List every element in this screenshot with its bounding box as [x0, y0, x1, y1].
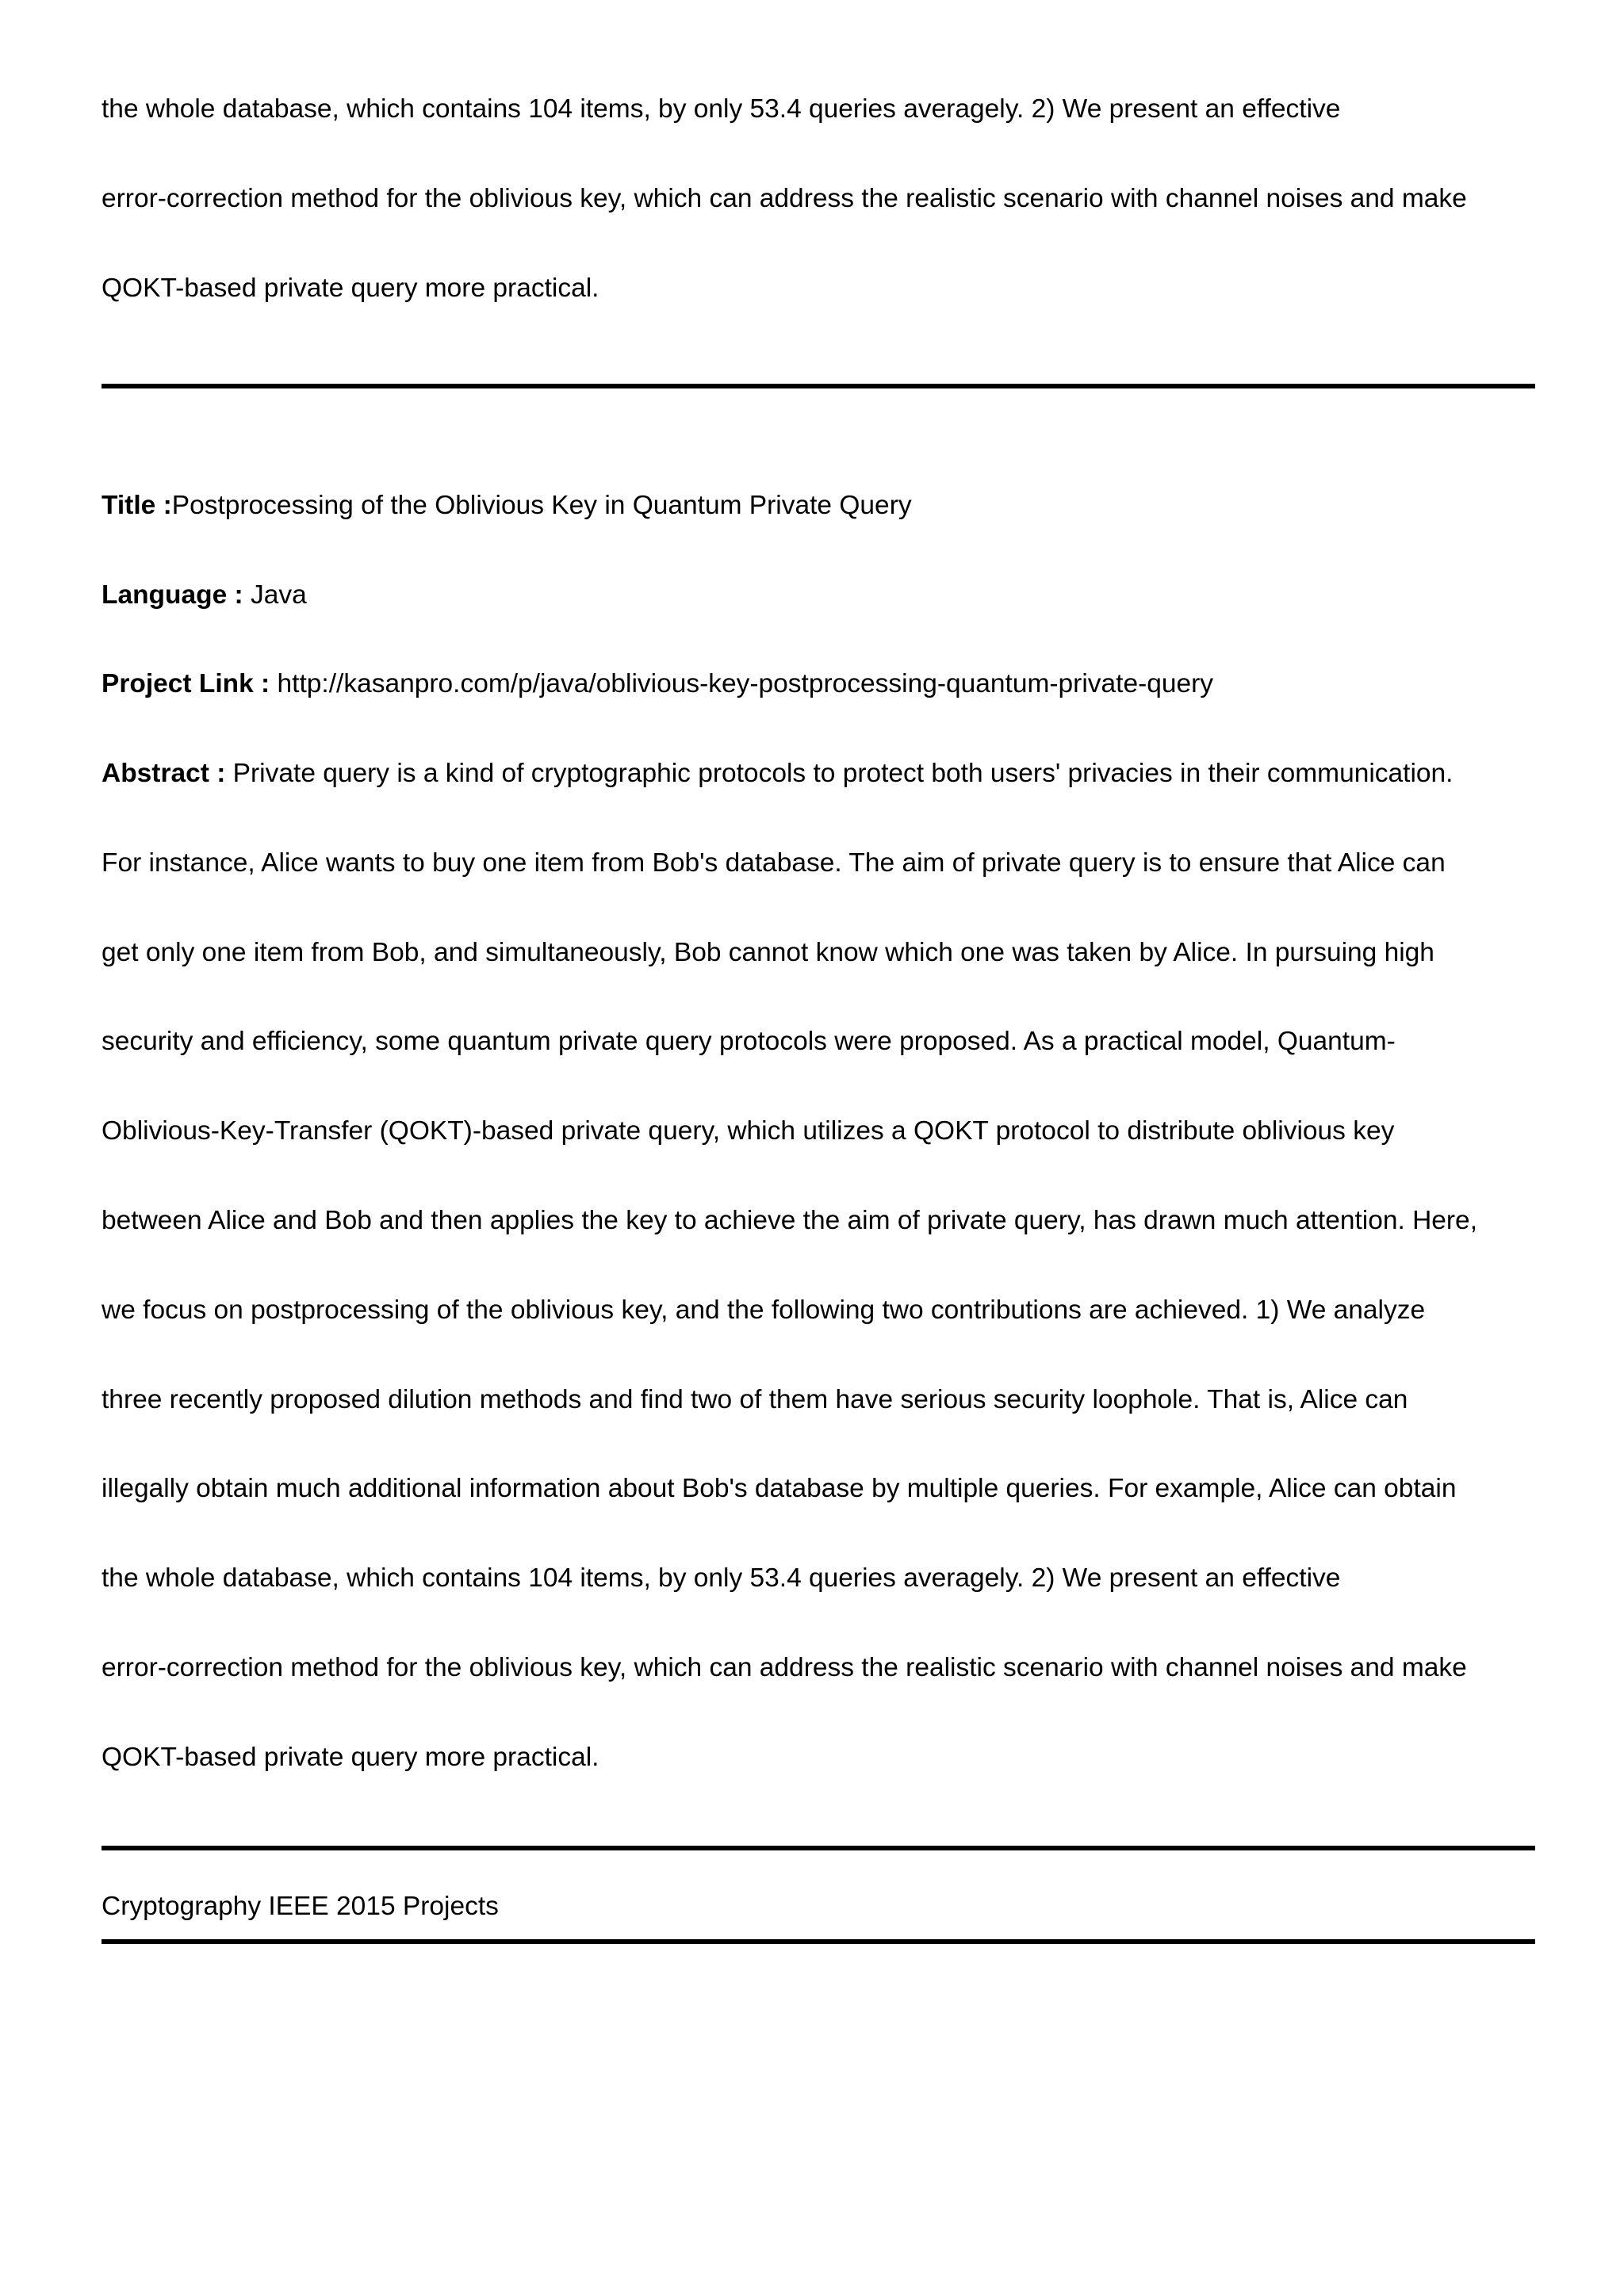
document-page — [102, 35, 1535, 1944]
abstract-line: we focus on postprocessing of the oblivious key, and the following two contributions are achieved. 1) We analyze — [102, 1295, 1426, 1325]
abstract-label: Abstract : — [102, 759, 226, 789]
abstract-line: security and efficiency, some quantum private query protocols were proposed. As a practical model, Quantum- — [102, 1027, 1396, 1057]
abstract-line: the whole database, which contains 104 items, by only 53.4 queries averagely. 2) We present an effective — [102, 1563, 1341, 1594]
language-value: Java — [243, 580, 307, 610]
category-label: Cryptography IEEE 2015 Projects — [102, 1892, 499, 1922]
abstract-first-line: Private query is a kind of cryptographic protocols to protect both users' privacies in their communication. — [225, 759, 1454, 789]
abstract-line: QOKT-based private query more practical. — [102, 273, 599, 303]
abstract-line: Oblivious-Key-Transfer (QOKT)-based private query, which utilizes a QOKT protocol to distribute oblivious key — [102, 1116, 1395, 1146]
abstract-line: error-correction method for the oblivious key, which can address the realistic scenario with channel noises and make — [102, 183, 1467, 213]
abstract-line: the whole database, which contains 104 items, by only 53.4 queries averagely. 2) We present an effective — [102, 94, 1341, 124]
project-link-field — [102, 669, 1535, 699]
abstract-line: get only one item from Bob, and simultaneously, Bob cannot know which one was taken by Alice. In pursuing high — [102, 937, 1434, 967]
project-entry — [102, 431, 1535, 1832]
section-divider — [102, 1846, 1535, 1850]
project-link-url[interactable]: http://kasanpro.com/p/java/oblivious-key-postprocessing-quantum-private-query — [270, 669, 1214, 699]
title-label: Title : — [102, 490, 172, 520]
language-label: Language : — [102, 580, 243, 610]
continued-abstract — [102, 35, 1535, 363]
abstract-field — [102, 759, 1535, 789]
project-link-label: Project Link : — [102, 669, 270, 699]
title-value: Postprocessing of the Oblivious Key in Quantum Private Query — [171, 490, 912, 520]
abstract-line: For instance, Alice wants to buy one item from Bob's database. The aim of private query is to ensure that Alice can — [102, 848, 1446, 878]
language-field — [102, 580, 1535, 610]
abstract-line: illegally obtain much additional information about Bob's database by multiple queries. For example, Alice can obtain — [102, 1474, 1457, 1504]
section-divider — [102, 1939, 1535, 1944]
abstract-line: between Alice and Bob and then applies the key to achieve the aim of private query, has drawn much attention. Here, — [102, 1205, 1477, 1235]
title-field — [102, 491, 1535, 521]
abstract-line: three recently proposed dilution methods and find two of them have serious security loophole. That is, Alice can — [102, 1384, 1408, 1414]
section-divider — [102, 384, 1535, 388]
abstract-line: QOKT-based private query more practical. — [102, 1742, 599, 1772]
abstract-line: error-correction method for the oblivious key, which can address the realistic scenario with channel noises and make — [102, 1652, 1467, 1682]
